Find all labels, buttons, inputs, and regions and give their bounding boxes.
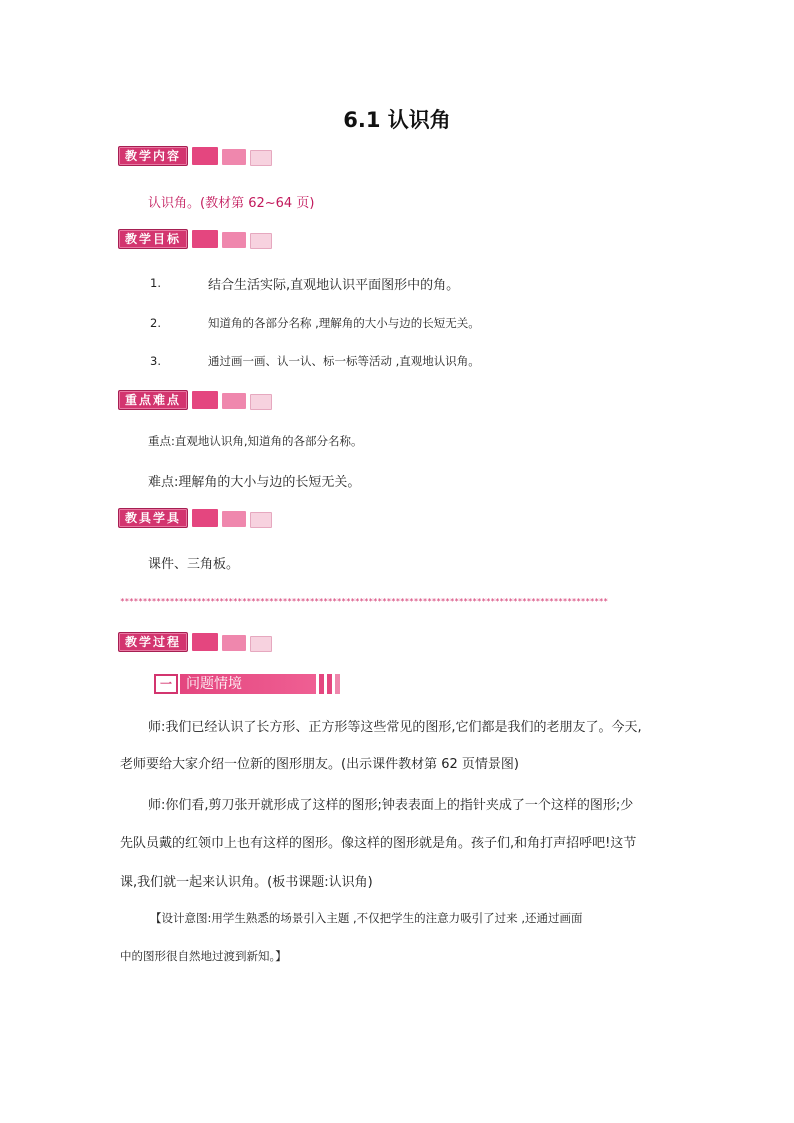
decor-bar	[319, 674, 324, 694]
section-tag: 教学内容	[118, 146, 188, 166]
paragraph-line: 老师要给大家介绍一位新的图形朋友。(出示课件教材第 62 页情景图)	[120, 757, 519, 772]
subsection-label: 问题情境	[180, 674, 316, 694]
decor-square	[250, 233, 272, 249]
decor-square	[192, 633, 218, 651]
decor-square	[222, 511, 246, 527]
decor-square	[250, 394, 272, 410]
decor-square	[222, 393, 246, 409]
section-tag: 教具学具	[118, 508, 188, 528]
paragraph-line: 先队员戴的红领巾上也有这样的图形。像这样的图形就是角。孩子们,和角打声招呼吧!这节	[120, 836, 637, 851]
decor-square	[222, 635, 246, 651]
design-note-line: 中的图形很自然地过渡到新知。】	[120, 949, 287, 963]
key-point-text: 重点:直观地认识角,知道角的各部分名称。	[148, 434, 363, 448]
goal-text: 知道角的各部分名称 ,理解角的大小与边的长短无关。	[208, 316, 480, 330]
paragraph-line: 课,我们就一起来认识角。(板书课题:认识角)	[120, 875, 373, 890]
section-tag: 重点难点	[118, 390, 188, 410]
page-title: 6.1 认识角	[343, 108, 451, 132]
design-note-line: 【设计意图:用学生熟悉的场景引入主题 ,不仅把学生的注意力吸引了过来 ,还通过画面	[150, 911, 583, 925]
subsection-number: 一	[154, 674, 178, 694]
goal-text: 结合生活实际,直观地认识平面图形中的角。	[208, 278, 460, 293]
paragraph-line: 师:我们已经认识了长方形、正方形等这些常见的图形,它们都是我们的老朋友了。今天,	[148, 720, 642, 735]
goal-num: 1.	[150, 276, 161, 290]
separator-line: ************************************************************************************************************	[120, 597, 608, 606]
decor-square	[222, 149, 246, 165]
decor-square	[192, 230, 218, 248]
decor-square	[250, 636, 272, 652]
decor-square	[250, 512, 272, 528]
decor-bar	[335, 674, 340, 694]
decor-square	[192, 509, 218, 527]
tools-text: 课件、三角板。	[148, 557, 240, 572]
content-text: 认识角。(教材第 62~64 页)	[148, 196, 315, 211]
section-header-keypoints	[118, 390, 272, 410]
section-header-process	[118, 632, 272, 652]
goal-num: 3.	[150, 354, 161, 368]
section-tag: 教学过程	[118, 632, 188, 652]
decor-square	[192, 147, 218, 165]
goal-num: 2.	[150, 316, 161, 330]
decor-bar	[327, 674, 332, 694]
section-tag: 教学目标	[118, 229, 188, 249]
paragraph-line: 师:你们看,剪刀张开就形成了这样的图形;钟表表面上的指针夹成了一个这样的图形;少	[148, 798, 634, 813]
section-header-content	[118, 146, 272, 166]
subsection-header	[154, 674, 340, 694]
decor-square	[192, 391, 218, 409]
section-header-tools	[118, 508, 272, 528]
decor-square	[250, 150, 272, 166]
goal-text: 通过画一画、认一认、标一标等活动 ,直观地认识角。	[208, 354, 480, 368]
section-header-goals	[118, 229, 272, 249]
decor-square	[222, 232, 246, 248]
difficult-point-text: 难点:理解角的大小与边的长短无关。	[148, 475, 361, 490]
